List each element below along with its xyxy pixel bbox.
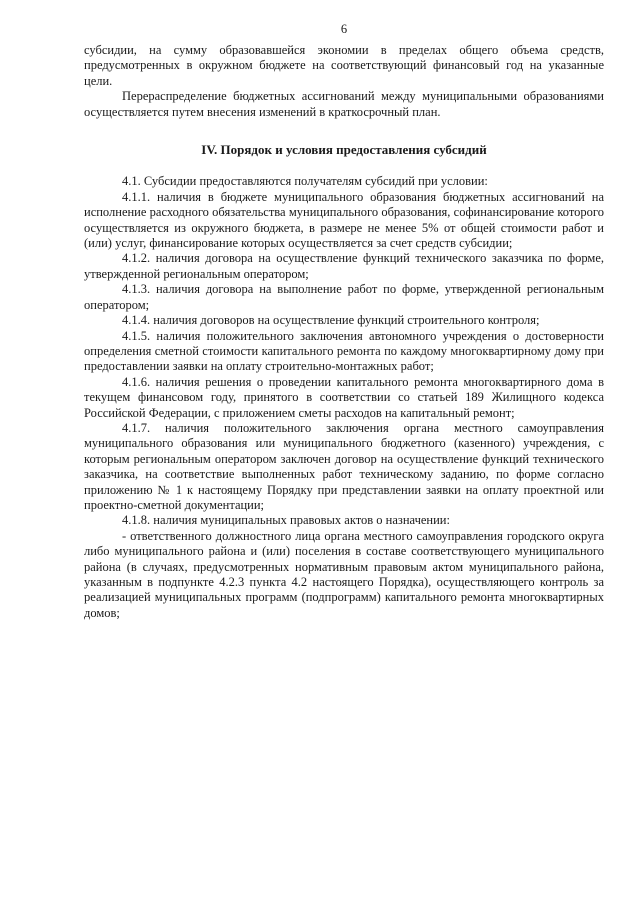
clause-4-1: 4.1. Субсидии предоставляются получателям субсидий при условии:: [122, 174, 488, 189]
clause-4-1-6: 4.1.6. наличия решения о проведении капитального ремонта многоквартирного дома в текущем финансовом году, принятого в соответствии со статьей 189 Жилищного кодекса Российской Федерации, с приложением сметы расходов на капитальный ремонт;: [84, 374, 604, 420]
section-heading: IV. Порядок и условия предоставления субсидий: [201, 142, 487, 158]
paragraph-redistribution: Перераспределение бюджетных ассигнований между муниципальными образованиями осуществляется путем внесения изменений в краткосрочный план.: [84, 89, 604, 119]
clause-4-1-3: 4.1.3. наличия договора на выполнение работ по форме, утвержденной региональным оператором;: [84, 282, 604, 312]
clause-4-1-5: 4.1.5. наличия положительного заключения автономного учреждения о достоверности определения сметной стоимости капитального ремонта по каждому многоквартирному дому при предоставлении заявки на оплату строительно-монтажных работ;: [84, 328, 604, 374]
page-number: 6: [340, 22, 348, 36]
document-page: [84, 22, 604, 621]
clause-4-1-7: 4.1.7. наличия положительного заключения органа местного самоуправления муниципального образования или муниципального бюджетного (казенного) учреждения, с которым региональным оператором заключен договор на осуществление функций технического заказчика, на соответствие выполненных работ техническому заданию, по форме согласно приложению № 1 к настоящему Порядку при представлении заявки на оплату проектной или проектно-сметной документации;: [84, 420, 604, 512]
paragraph-intro-continuation: субсидии, на сумму образовавшейся экономии в пределах общего объема средств, предусмотренных в окружном бюджете на соответствующий финансовый год на указанные цели.: [84, 43, 604, 88]
clause-4-1-8: 4.1.8. наличия муниципальных правовых актов о назначении:: [122, 513, 450, 528]
clause-4-1-2: 4.1.2. наличия договора на осуществление функций технического заказчика по форме, утвержденной региональным оператором;: [84, 251, 604, 281]
clause-4-1-4: 4.1.4. наличия договоров на осуществление функций строительного контроля;: [122, 313, 540, 328]
clause-4-1-8-item-responsible-official: - ответственного должностного лица органа местного самоуправления городского округа либо муниципального района и (или) поселения в составе соответствующего муниципального района (в случаях, предусмотренных нормативным правовым актом муниципального района, указанным в подпункте 4.2.3 пункта 4.2 настоящего Порядка), осуществляющего контроль за реализацией муниципальных программ (подпрограмм) капитального ремонта многоквартирных домов;: [84, 528, 604, 620]
clause-4-1-1: 4.1.1. наличия в бюджете муниципального образования бюджетных ассигнований на исполнение расходного обязательства муниципального образования, софинансирование которого осуществляется из окружного бюджета, в размере не менее 5% от общей стоимости работ и (или) услуг, финансирование которых осуществляется за счет средств субсидии;: [84, 189, 604, 251]
